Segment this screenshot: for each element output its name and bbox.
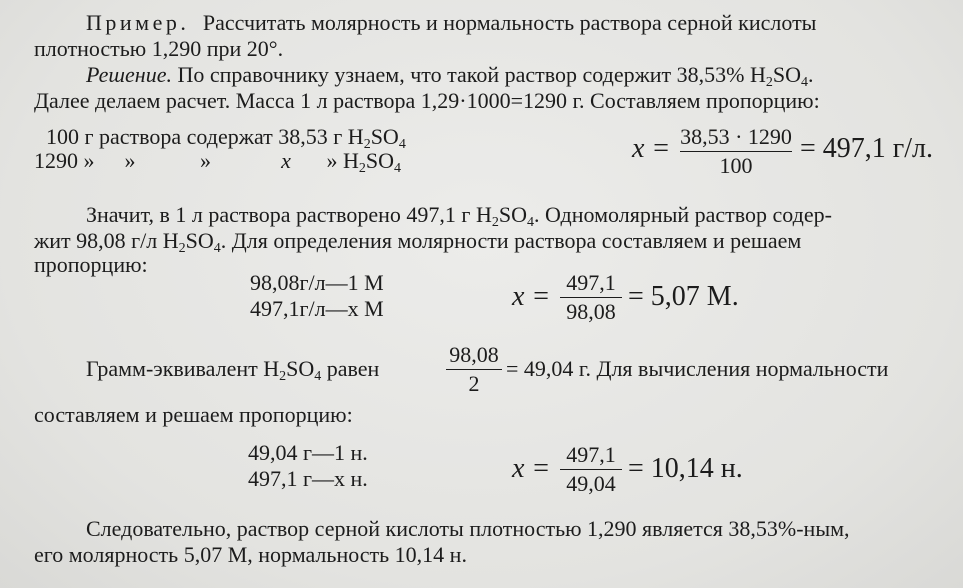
prop1-fraction [680,124,792,179]
para3-fraction [446,342,502,397]
chem-formula: $H_2SO_4$ [343,148,402,176]
solution-label: Решение. [86,62,172,87]
prop2-x-eq: x = [512,281,551,312]
prop3-result: = 10,14 н. [628,453,743,484]
para2-line-3: пропорцию: [34,252,148,277]
prop1-result: = 497,1 г/л. [800,133,934,164]
prop2-result: = 5,07 М. [628,281,739,312]
fraction-denominator: 49,04 [566,471,616,496]
fraction-numerator: 497,1 [566,442,616,467]
example-line-1 [86,10,816,36]
chem-formula: $H_2SO_4$ [475,202,534,230]
solution-text: По справочнику узнаем, что такой раствор содержит 38,53% [177,62,745,87]
chem-formula: $H_2SO_4$ [162,228,221,256]
calc-line: Далее делаем расчет. Масса 1 л раствора 1,29·1000=1290 г. Составляем пропорцию: [34,88,820,113]
fraction-numerator: 98,08 [449,342,499,367]
chem-formula: $H_2SO_4$ [750,62,809,90]
para2-line-2: жит 98,08 г/л $H_2SO_4$. Для определения молярности раствора составляем и решаем [34,228,802,256]
prop3-fraction [560,442,622,497]
conclusion-line-1: Следовательно, раствор серной кислоты плотностью 1,290 является 38,53%-ным, [86,516,850,541]
example-line-2: плотностью 1,290 при 20°. [34,36,284,61]
prop1-row-2: 1290 » » » x » $H_2SO_4$ [34,148,402,176]
solution-line: Решение. По справочнику узнаем, что такой раствор содержит 38,53% $H_2SO_4$. [86,62,814,90]
example-text: Рассчитать молярность и нормальность раствора серной кислоты [202,10,817,35]
chem-formula: $H_2SO_4$ [347,124,406,152]
conclusion-line-2: его молярность 5,07 М, нормальность 10,14 н. [34,542,467,567]
para3-line-1: Грамм-эквивалент $H_2SO_4$ равен [86,356,380,384]
prop2-row-2: 497,1г/л—x М [250,296,384,321]
chem-formula: $H_2SO_4$ [263,356,322,384]
para2-line-1: Значит, в 1 л раствора растворено 497,1 г $H_2SO_4$. Одномолярный раствор содер- [86,202,832,230]
fraction-numerator: 497,1 [566,270,616,295]
prop3-x-eq: x = [512,453,551,484]
prop1-row-1: 100 г раствора содержат 38,53 г $H_2SO_4$ [46,124,406,152]
fraction-denominator: 98,08 [566,299,616,324]
prop2-row-1: 98,08г/л—1 М [250,270,384,295]
prop3-row-2: 497,1 г—x н. [248,466,368,491]
para3-line-2: составляем и решаем пропорцию: [34,402,353,427]
fraction-denominator: 2 [468,371,480,396]
prop3-row-1: 49,04 г—1 н. [248,440,368,465]
example-label: Пример. [86,10,190,35]
fraction-numerator: 38,53 · 1290 [680,124,792,149]
para3-line-1-tail: = 49,04 г. Для вычисления нормальности [506,356,889,381]
prop1-x-eq: x = [632,133,671,164]
fraction-denominator: 100 [719,153,753,178]
prop2-fraction [560,270,622,325]
